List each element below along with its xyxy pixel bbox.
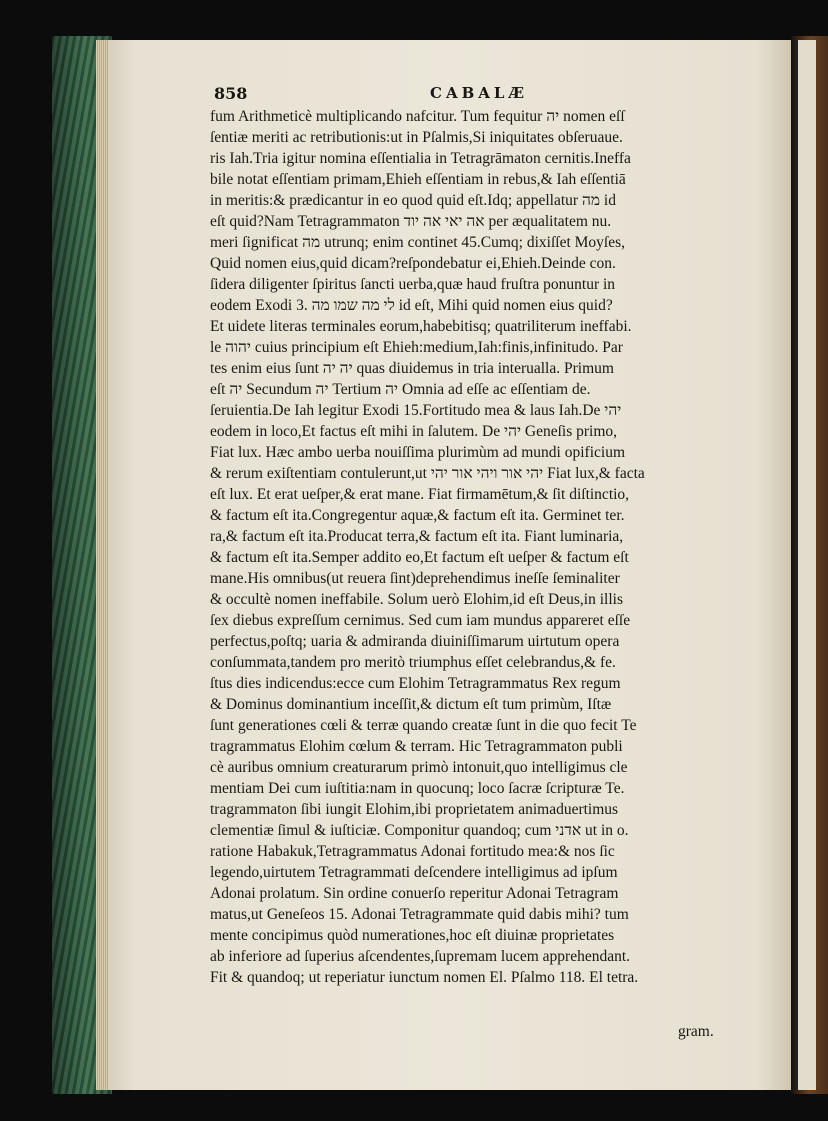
text-line: legendo,uirtutem Tetragrammati deſcendere intelligimus ad ipſum xyxy=(210,864,618,881)
text-line: tes enim eius ſunt יה יה quas diuidemus in tria interualla. Primum xyxy=(210,360,614,377)
text-line: eſt quid?Nam Tetragrammaton אה יאי אה יוד per æqualitatem nu. xyxy=(210,213,612,230)
text-line: in meritis:& prædicantur in eo quod quid eſt.Idq; appellatur מה id xyxy=(210,192,616,209)
text-line: clementiæ ſimul & iuſticiæ. Componitur quandoq; cum אדני ut in o. xyxy=(210,822,629,839)
text-line: eſt lux. Et erat ueſper,& erat mane. Fiat firmamētum,& ſit diſtinctio, xyxy=(210,486,630,503)
facing-page-edge xyxy=(796,40,816,1090)
page-number: 858 xyxy=(214,84,248,103)
text-line: & factum eſt ita.Semper addito eo,Et factum eſt ueſper & factum eſt xyxy=(210,549,629,566)
text-line: mentiam Dei cum iuſtitia:nam in quocunq; loco ſacræ ſcripturæ Te. xyxy=(210,780,625,797)
page-header xyxy=(214,84,784,108)
running-head: CABALÆ xyxy=(430,84,528,102)
text-line: perfectus,poſtq; uaria & admiranda diuiniſſimarum uirtutum opera xyxy=(210,633,620,650)
text-line: matus,ut Geneſeos 15. Adonai Tetragrammate quid dabis mihi? tum xyxy=(210,906,629,923)
text-line: bile notat eſſentiam primam,Ehieh eſſentiam in rebus,& Iah eſſentiā xyxy=(210,171,626,188)
text-line: tragrammatus Elohim cœlum & terram. Hic Tetragrammaton publi xyxy=(210,738,623,755)
text-line: & Dominus dominantium inceſſit,& dictum eſt tum primùm, Iſtæ xyxy=(210,696,612,713)
body-text xyxy=(210,106,792,988)
text-line: ratione Habakuk,Tetragrammatus Adonai fortitudo mea:& nos ſic xyxy=(210,843,615,860)
text-line: conſummata,tandem pro meritò triumphus eſſet celebrandus,& fe. xyxy=(210,654,616,671)
text-line: ſidera diligenter ſpiritus ſancti uerba,quæ haud fruſtra ponuntur in xyxy=(210,276,616,293)
text-line: cè auribus omnium creaturarum primò intonuit,quo intelligimus cle xyxy=(210,759,628,776)
text-line: ſtus dies indicendus:ecce cum Elohim Tetragrammatus Rex regum xyxy=(210,675,621,692)
text-line: eſt יה Secundum יה Tertium יה Omnia ad eſſe ac eſſentiam de. xyxy=(210,381,591,398)
text-line: ſunt generationes cœli & terræ quando creatæ ſunt in die quo fecit Te xyxy=(210,717,637,734)
text-line: ris Iah.Tria igitur nomina eſſentialia in Tetragrāmaton cernitis.Ineffa xyxy=(210,150,631,167)
text-line: fum Arithmeticè multiplicando nafcitur. Tum fequitur יה nomen eſſ xyxy=(210,108,625,125)
text-line: ſentiæ meriti ac retributionis:ut in Pſalmis,Si iniquitates obſeruaue. xyxy=(210,129,623,146)
text-line: ra,& factum eſt ita.Producat terra,& factum eſt ita. Fiant luminaria, xyxy=(210,528,624,545)
text-line: eodem Exodi 3. לי מה שמו מה id eſt, Mihi quid nomen eius quid? xyxy=(210,297,613,314)
text-line: Quid nomen eius,quid dicam?reſpondebatur ei,Ehieh.Deinde con. xyxy=(210,255,616,272)
text-line: & rerum exiſtentiam contulerunt,ut יהי אור ויהי אור יהי Fiat lux,& facta xyxy=(210,465,645,482)
text-line: ſex diebus expreſſum cernimus. Sed cum iam mundus appareret eſſe xyxy=(210,612,631,629)
text-line: eodem in loco,Et factus eſt mihi in ſalutem. De יהי Geneſis primo, xyxy=(210,423,618,440)
text-line: & factum eſt ita.Congregentur aquæ,& factum eſt ita. Germinet ter. xyxy=(210,507,625,524)
catchword: gram. xyxy=(678,1023,714,1040)
text-line: ſeruientia.De Iah legitur Exodi 15.Fortitudo mea & laus Iah.De יהי xyxy=(210,402,622,419)
text-line: Et uidete literas terminales eorum,habebitisq; quatriliterum ineffabi. xyxy=(210,318,632,335)
text-line: tragrammaton ſibi iungit Elohim,ibi proprietatem animaduertimus xyxy=(210,801,619,818)
text-line: mane.His omnibus(ut reuera ſint)deprehendimus ineſſe ſeminaliter xyxy=(210,570,620,587)
text-line: le יהוה cuius principium eſt Ehieh:medium,Iah:finis,infinitudo. Par xyxy=(210,339,623,356)
text-line: Adonai prolatum. Sin ordine conuerſo reperitur Adonai Tetragram xyxy=(210,885,619,902)
text-line: meri ſignificat מה utrunq; enim continet 45.Cumq; dixiſſet Moyſes, xyxy=(210,234,626,251)
text-line: Fit & quandoq; ut reperiatur iunctum nomen El. Pſalmo 118. El tetra. xyxy=(210,969,639,986)
text-line: ab inferiore ad ſuperius aſcendentes,ſupremam lucem apprehendant. xyxy=(210,948,631,965)
text-line: & occultè nomen ineffabile. Solum uerò Elohim,id eſt Deus,in illis xyxy=(210,591,623,608)
text-line: Fiat lux. Hæc ambo uerba nouiſſima plurimùm ad mundi opificium xyxy=(210,444,625,461)
text-line: mente concipimus quòd numerationes,hoc eſt diuinæ proprietates xyxy=(210,927,615,944)
